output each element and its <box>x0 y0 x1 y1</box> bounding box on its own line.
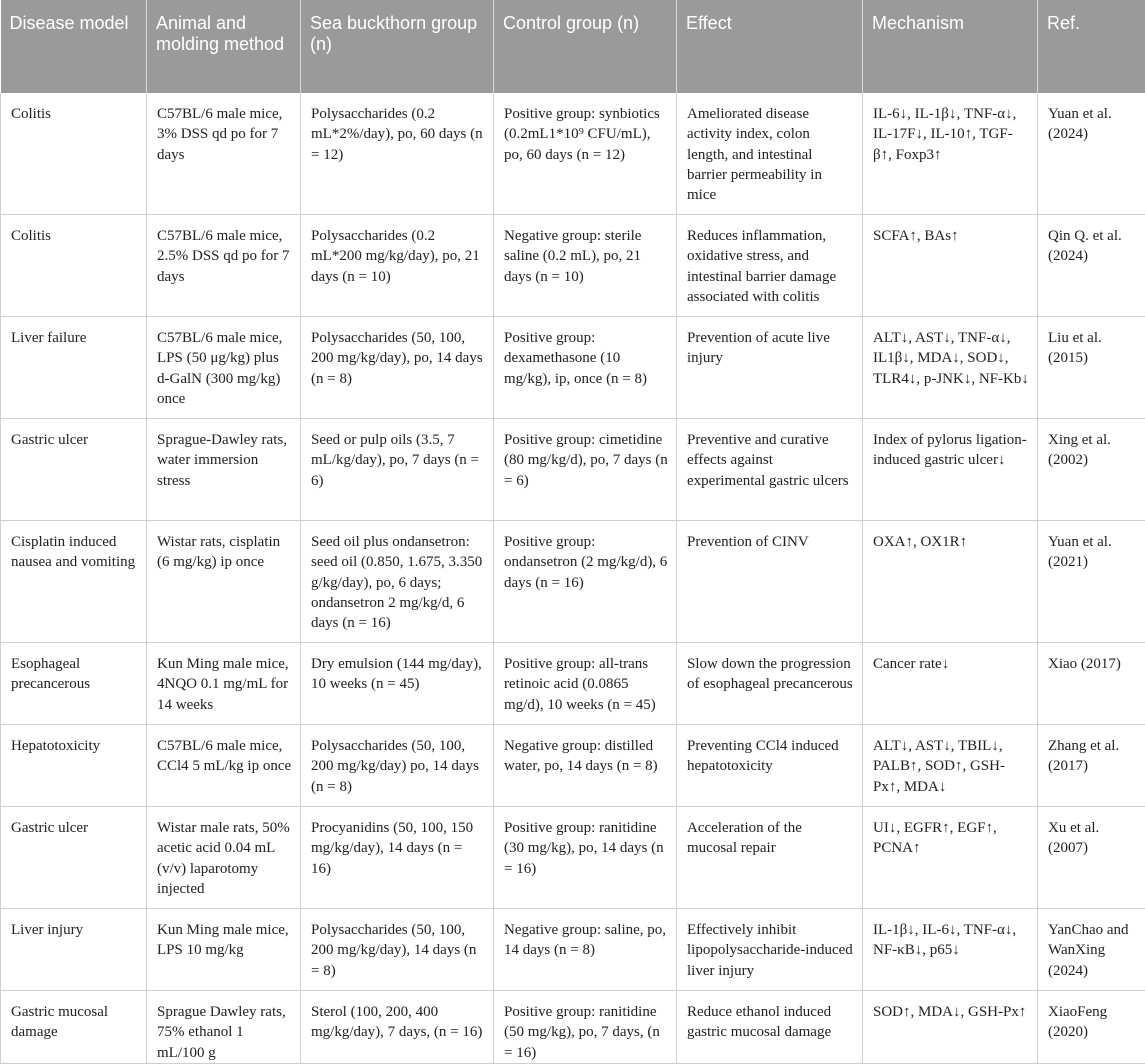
cell-ref: XiaoFeng (2020) <box>1038 991 1145 1064</box>
cell-ref: Yuan et al. (2024) <box>1038 93 1145 215</box>
cell-effect: Acceleration of the mucosal repair <box>677 807 863 909</box>
cell-control-group: Negative group: sterile saline (0.2 mL), po, 21 days (n = 10) <box>494 215 677 317</box>
table-row <box>1 521 1145 643</box>
cell-control-group: Negative group: saline, po, 14 days (n = 8) <box>494 909 677 991</box>
cell-control-group: Positive group: ranitidine (50 mg/kg), po, 7 days, (n = 16) <box>494 991 677 1064</box>
cell-ref: Xing et al. (2002) <box>1038 419 1145 521</box>
cell-control-group: Positive group: all-trans retinoic acid (0.0865 mg/d), 10 weeks (n = 45) <box>494 643 677 725</box>
cell-ref: Qin Q. et al. (2024) <box>1038 215 1145 317</box>
cell-effect: Reduces inflammation, oxidative stress, and intestinal barrier damage associated with colitis <box>677 215 863 317</box>
cell-effect: Reduce ethanol induced gastric mucosal damage <box>677 991 863 1064</box>
header-effect: Effect <box>677 0 863 93</box>
table-row <box>1 991 1145 1064</box>
cell-mechanism: ALT↓, AST↓, TNF-α↓, IL1β↓, MDA↓, SOD↓, TLR4↓, p-JNK↓, NF-Kb↓ <box>863 317 1038 419</box>
cell-ref: YanChao and WanXing (2024) <box>1038 909 1145 991</box>
cell-animal-method: C57BL/6 male mice, 3% DSS qd po for 7 days <box>147 93 301 215</box>
cell-animal-method: Sprague Dawley rats, 75% ethanol 1 mL/100 g <box>147 991 301 1064</box>
cell-animal-method: Sprague-Dawley rats, water immersion stress <box>147 419 301 521</box>
cell-disease-model: Liver injury <box>1 909 147 991</box>
cell-control-group: Positive group: ranitidine (30 mg/kg), po, 14 days (n = 16) <box>494 807 677 909</box>
cell-mechanism: IL-6↓, IL-1β↓, TNF-α↓, IL-17F↓, IL-10↑, TGF-β↑, Foxp3↑ <box>863 93 1038 215</box>
cell-mechanism: IL-1β↓, IL-6↓, TNF-α↓, NF-κB↓, p65↓ <box>863 909 1038 991</box>
cell-sea-buckthorn-group: Polysaccharides (0.2 mL*200 mg/kg/day), po, 21 days (n = 10) <box>301 215 494 317</box>
header-row <box>1 0 1145 93</box>
table-row <box>1 215 1145 317</box>
header-sea-buckthorn-group: Sea buckthorn group (n) <box>301 0 494 93</box>
cell-mechanism: UI↓, EGFR↑, EGF↑, PCNA↑ <box>863 807 1038 909</box>
table-row <box>1 643 1145 725</box>
cell-effect: Prevention of CINV <box>677 521 863 643</box>
header-ref: Ref. <box>1038 0 1145 93</box>
table-row <box>1 93 1145 215</box>
cell-control-group: Positive group: synbiotics (0.2mL1*10⁹ CFU/mL), po, 60 days (n = 12) <box>494 93 677 215</box>
cell-effect: Slow down the progression of esophageal precancerous <box>677 643 863 725</box>
cell-sea-buckthorn-group: Sterol (100, 200, 400 mg/kg/day), 7 days, (n = 16) <box>301 991 494 1064</box>
cell-animal-method: C57BL/6 male mice, LPS (50 μg/kg) plus d-GalN (300 mg/kg) once <box>147 317 301 419</box>
cell-disease-model: Esophageal precancerous <box>1 643 147 725</box>
table-body <box>1 93 1145 1063</box>
cell-effect: Ameliorated disease activity index, colon length, and intestinal barrier permeability in mice <box>677 93 863 215</box>
cell-ref: Yuan et al. (2021) <box>1038 521 1145 643</box>
table-header <box>1 0 1145 93</box>
cell-animal-method: Wistar rats, cisplatin (6 mg/kg) ip once <box>147 521 301 643</box>
header-animal-method: Animal and molding method <box>147 0 301 93</box>
cell-mechanism: SOD↑, MDA↓, GSH-Px↑ <box>863 991 1038 1064</box>
cell-ref: Xiao (2017) <box>1038 643 1145 725</box>
cell-sea-buckthorn-group: Polysaccharides (50, 100, 200 mg/kg/day) po, 14 days (n = 8) <box>301 725 494 807</box>
cell-disease-model: Hepatotoxicity <box>1 725 147 807</box>
header-control-group: Control group (n) <box>494 0 677 93</box>
cell-control-group: Negative group: distilled water, po, 14 days (n = 8) <box>494 725 677 807</box>
cell-disease-model: Liver failure <box>1 317 147 419</box>
table-row <box>1 807 1145 909</box>
cell-sea-buckthorn-group: Polysaccharides (50, 100, 200 mg/kg/day), 14 days (n = 8) <box>301 909 494 991</box>
cell-mechanism: OXA↑, OX1R↑ <box>863 521 1038 643</box>
cell-effect: Prevention of acute live injury <box>677 317 863 419</box>
cell-ref: Liu et al. (2015) <box>1038 317 1145 419</box>
cell-disease-model: Colitis <box>1 215 147 317</box>
cell-animal-method: C57BL/6 male mice, 2.5% DSS qd po for 7 days <box>147 215 301 317</box>
cell-effect: Preventive and curative effects against experimental gastric ulcers <box>677 419 863 521</box>
cell-mechanism: SCFA↑, BAs↑ <box>863 215 1038 317</box>
cell-effect: Preventing CCl4 induced hepatotoxicity <box>677 725 863 807</box>
cell-control-group: Positive group: cimetidine (80 mg/kg/d), po, 7 days (n = 6) <box>494 419 677 521</box>
table-row <box>1 317 1145 419</box>
cell-ref: Zhang et al. (2017) <box>1038 725 1145 807</box>
table-row <box>1 419 1145 521</box>
cell-sea-buckthorn-group: Dry emulsion (144 mg/day), 10 weeks (n = 45) <box>301 643 494 725</box>
cell-disease-model: Gastric mucosal damage <box>1 991 147 1064</box>
cell-disease-model: Gastric ulcer <box>1 419 147 521</box>
cell-disease-model: Colitis <box>1 93 147 215</box>
cell-mechanism: ALT↓, AST↓, TBIL↓, PALB↑, SOD↑, GSH-Px↑, MDA↓ <box>863 725 1038 807</box>
cell-sea-buckthorn-group: Procyanidins (50, 100, 150 mg/kg/day), 14 days (n = 16) <box>301 807 494 909</box>
cell-control-group: Positive group: dexamethasone (10 mg/kg), ip, once (n = 8) <box>494 317 677 419</box>
cell-disease-model: Cisplatin induced nausea and vomiting <box>1 521 147 643</box>
cell-animal-method: Wistar male rats, 50% acetic acid 0.04 mL (v/v) laparotomy injected <box>147 807 301 909</box>
cell-mechanism: Index of pylorus ligation-induced gastric ulcer↓ <box>863 419 1038 521</box>
header-mechanism: Mechanism <box>863 0 1038 93</box>
cell-sea-buckthorn-group: Seed oil plus ondansetron: seed oil (0.850, 1.675, 3.350 g/kg/day), po, 6 days; ondansetron 2 mg/kg/d, 6 days (n = 16) <box>301 521 494 643</box>
cell-sea-buckthorn-group: Polysaccharides (0.2 mL*2%/day), po, 60 days (n = 12) <box>301 93 494 215</box>
cell-disease-model: Gastric ulcer <box>1 807 147 909</box>
header-disease-model: Disease model <box>1 0 147 93</box>
cell-mechanism: Cancer rate↓ <box>863 643 1038 725</box>
cell-animal-method: Kun Ming male mice, LPS 10 mg/kg <box>147 909 301 991</box>
table-row <box>1 725 1145 807</box>
cell-sea-buckthorn-group: Polysaccharides (50, 100, 200 mg/kg/day), po, 14 days (n = 8) <box>301 317 494 419</box>
cell-animal-method: C57BL/6 male mice, CCl4 5 mL/kg ip once <box>147 725 301 807</box>
cell-ref: Xu et al. (2007) <box>1038 807 1145 909</box>
cell-control-group: Positive group: ondansetron (2 mg/kg/d), 6 days (n = 16) <box>494 521 677 643</box>
cell-animal-method: Kun Ming male mice, 4NQO 0.1 mg/mL for 14 weeks <box>147 643 301 725</box>
cell-effect: Effectively inhibit lipopolysaccharide-induced liver injury <box>677 909 863 991</box>
table-row <box>1 909 1145 991</box>
cell-sea-buckthorn-group: Seed or pulp oils (3.5, 7 mL/kg/day), po, 7 days (n = 6) <box>301 419 494 521</box>
